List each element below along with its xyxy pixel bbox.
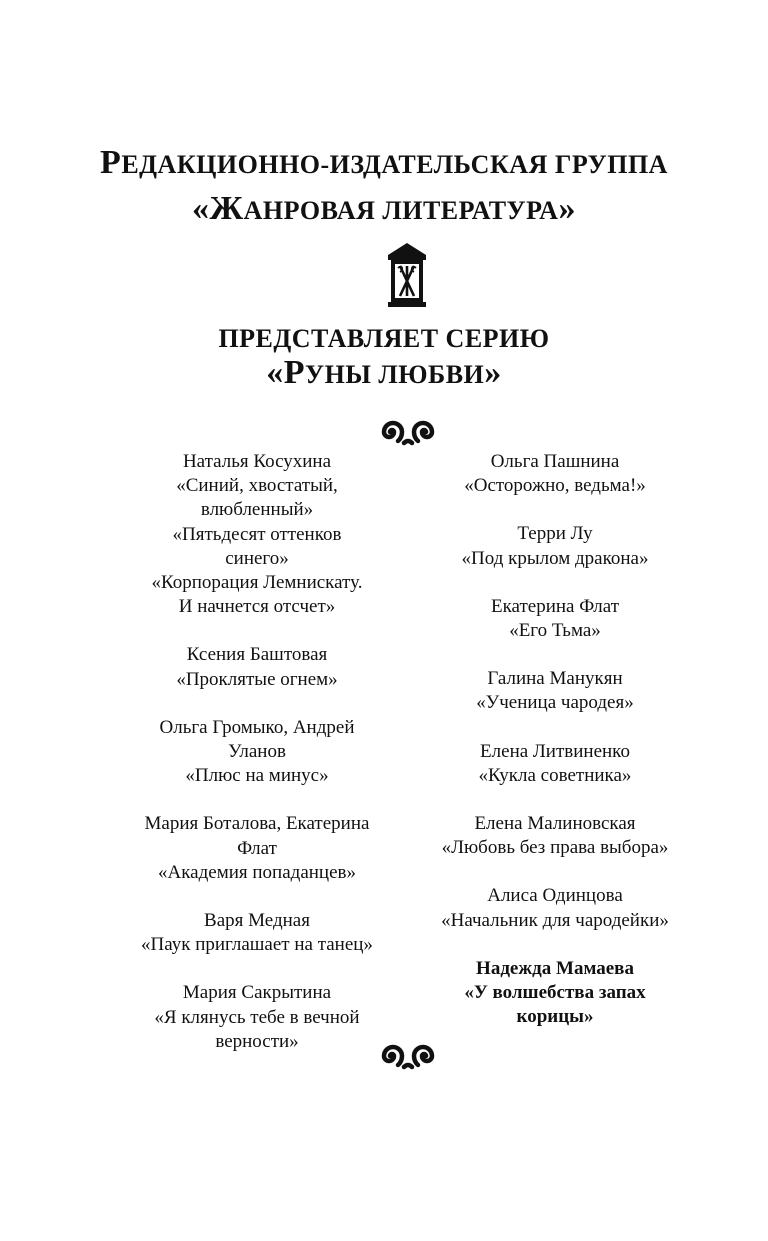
book-title-line: «У волшебства запах <box>464 982 646 1004</box>
book-title-line: корицы» <box>516 1006 594 1028</box>
title-initial: Р <box>283 354 306 391</box>
book-title-line: «Любовь без права выбора» <box>441 837 669 859</box>
book-title-line: «Его Тьма» <box>509 620 601 642</box>
book-entry <box>122 450 392 619</box>
book-entry <box>420 667 690 715</box>
lantern-logo-icon <box>385 242 429 308</box>
book-entry <box>420 740 690 788</box>
quote-close: » <box>484 354 502 391</box>
book-title-line: «Проклятые огнем» <box>176 668 338 690</box>
book-title-line: «Осторожно, ведьма!» <box>464 475 646 497</box>
book-title-line: «Плюс на минус» <box>185 765 329 787</box>
book-title-line: «Синий, хвостатый, <box>176 475 338 497</box>
publisher-group-title <box>0 144 768 182</box>
book-title-line: «Начальник для чародейки» <box>441 909 669 931</box>
author-name: Елена Литвиненко <box>480 740 630 762</box>
book-title-line: «Пятьдесят оттенков <box>172 523 342 545</box>
presents-text: ПРЕДСТАВЛЯЕТ СЕРИЮ <box>218 324 550 353</box>
series-list-right <box>420 450 690 1053</box>
series-title <box>0 354 768 392</box>
author-name: Ксения Баштовая <box>186 644 328 666</box>
spiral-ornament-icon <box>377 415 439 449</box>
book-entry <box>122 812 392 885</box>
author-name: Мария Сакрытина <box>182 982 332 1004</box>
book-title-line: влюбленный» <box>200 499 314 521</box>
book-entry <box>122 643 392 691</box>
book-title-line: Уланов <box>228 741 286 763</box>
author-name: Галина Манукян <box>487 668 623 690</box>
title-rest: УНЫ ЛЮБВИ <box>305 360 485 389</box>
author-name: Елена Малиновская <box>474 813 636 835</box>
book-entry <box>420 812 690 860</box>
author-name: Алиса Одинцова <box>487 885 623 907</box>
book-title-line: «Под крылом дракона» <box>461 547 649 569</box>
author-name: Ольга Пашнина <box>490 451 620 472</box>
author-name: Екатерина Флат <box>490 595 620 617</box>
book-title-line: Флат <box>237 837 277 859</box>
title-rest: АНРОВАЯ ЛИТЕРАТУРА <box>243 196 559 225</box>
presents-line <box>0 324 768 354</box>
book-entry <box>420 595 690 643</box>
author-name: Ольга Громыко, Андрей <box>159 716 355 738</box>
book-title-line: «Корпорация Лемнискату. <box>151 572 363 594</box>
book-title-line: «Я клянусь тебе в вечной <box>154 1006 360 1028</box>
book-title-line: И начнется отсчет» <box>178 596 336 618</box>
author-name: Наталья Косухина <box>182 451 332 472</box>
book-entry <box>420 957 690 1030</box>
quote-open: « <box>192 190 210 227</box>
book-title-line: «Ученица чародея» <box>476 692 634 714</box>
title-initial: Ж <box>209 190 244 227</box>
book-title-line: «Паук приглашает на танец» <box>141 934 373 956</box>
book-entry <box>122 981 392 1054</box>
author-name: Надежда Мамаева <box>476 957 634 979</box>
title-initial: Р <box>100 144 122 181</box>
book-title-line: верности» <box>215 1030 299 1052</box>
book-title-line: «Академия попаданцев» <box>158 861 356 883</box>
book-entry <box>420 522 690 570</box>
book-title-line: «Кукла советника» <box>478 764 632 786</box>
author-name: Мария Боталова, Екатерина <box>144 813 370 835</box>
author-name: Терри Лу <box>517 523 593 545</box>
quote-close: » <box>558 190 576 227</box>
book-entry <box>122 716 392 789</box>
quote-open: « <box>266 354 284 391</box>
title-rest: ЕДАКЦИОННО-ИЗДАТЕЛЬСКАЯ ГРУППА <box>121 150 668 179</box>
book-entry <box>420 884 690 932</box>
book-entry <box>420 450 690 498</box>
author-name: Варя Медная <box>204 910 310 932</box>
genre-literature-title <box>0 190 768 228</box>
spiral-ornament-icon <box>377 1039 439 1073</box>
book-title-line: синего» <box>225 547 289 569</box>
book-entry <box>122 909 392 957</box>
series-list-left <box>122 450 392 1078</box>
